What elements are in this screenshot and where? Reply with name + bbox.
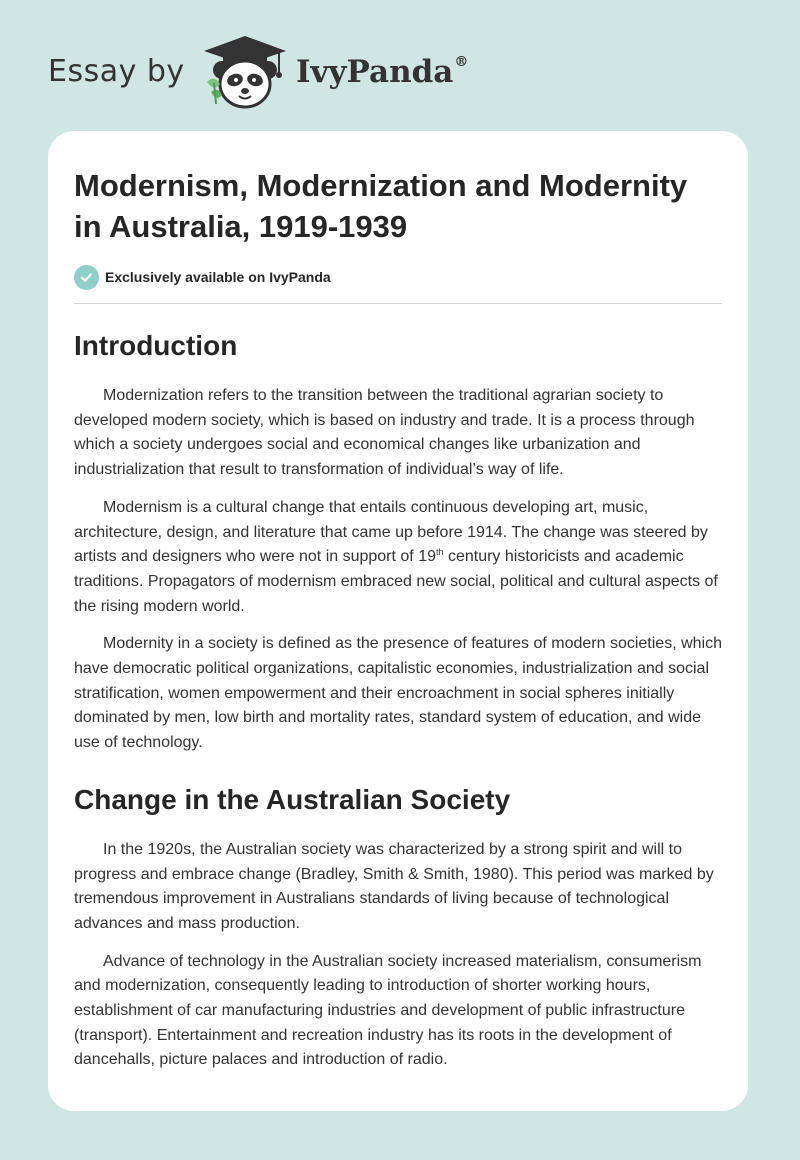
badge-text: Exclusively available on IvyPanda [105, 269, 331, 285]
paragraph: Advance of technology in the Australian society increased materialism, consumerism and modernization, consequently leading to introduction of shorter working hours, establishment of car manufacturing industries and development of public infrastructure (transport). Entertainment and recreation industry has its roots in the development of dancehalls, picture palaces and introduction of radio. [74, 952, 702, 1069]
brand-name[interactable]: IvyPanda® [296, 54, 469, 90]
divider [74, 303, 722, 304]
essay-card [48, 131, 748, 1111]
paragraph: In the 1920s, the Australian society was characterized by a strong spirit and will to progress and embrace change (Bradley, Smith & Smith, 1980). This period was marked by tremendous improvement in Australians standards of living because of technological advances and mass production. [74, 840, 714, 932]
essay-title: Modernism, Modernization and Modernity in Australia, 1919-1939 [74, 168, 688, 244]
superscript: th [435, 547, 444, 558]
panda-graduate-icon[interactable] [202, 34, 288, 110]
section-heading: Change in the Australian Society [74, 783, 511, 815]
brand-prefix: Essay by [48, 54, 185, 89]
section-change-in-australian-society [74, 784, 722, 1073]
registered-mark: ® [454, 54, 469, 70]
paragraph: Modernization refers to the transition between the traditional agrarian society to developed modern society, which is based on industry and trade. It is a process through which a society undergoes social and economical changes like urbanization and industrialization that result to transformation of individual’s way of life. [74, 387, 695, 479]
paragraph: Modernity in a society is defined as the presence of features of modern societies, which have democratic political organizations, capitalistic economies, industrialization and social stratification, women empowerment and their encroachment in social spheres initially dominated by men, low birth and mortality rates, standard system of education, and wide use of technology. [74, 635, 722, 752]
site-header [48, 34, 508, 114]
section-introduction [74, 330, 722, 756]
section-heading: Introduction [74, 330, 238, 361]
exclusive-badge [74, 264, 722, 290]
paragraph: Modernism is a cultural change that entails continuous developing art, music, architecture, design, and literature that came up before 1914. The change was steered by artists and designers who were not in support of 19th century historicists and academic traditions. Propagators of modernism embraced new social, political and cultural aspects of the rising modern world. [74, 498, 718, 615]
check-icon [74, 265, 99, 290]
